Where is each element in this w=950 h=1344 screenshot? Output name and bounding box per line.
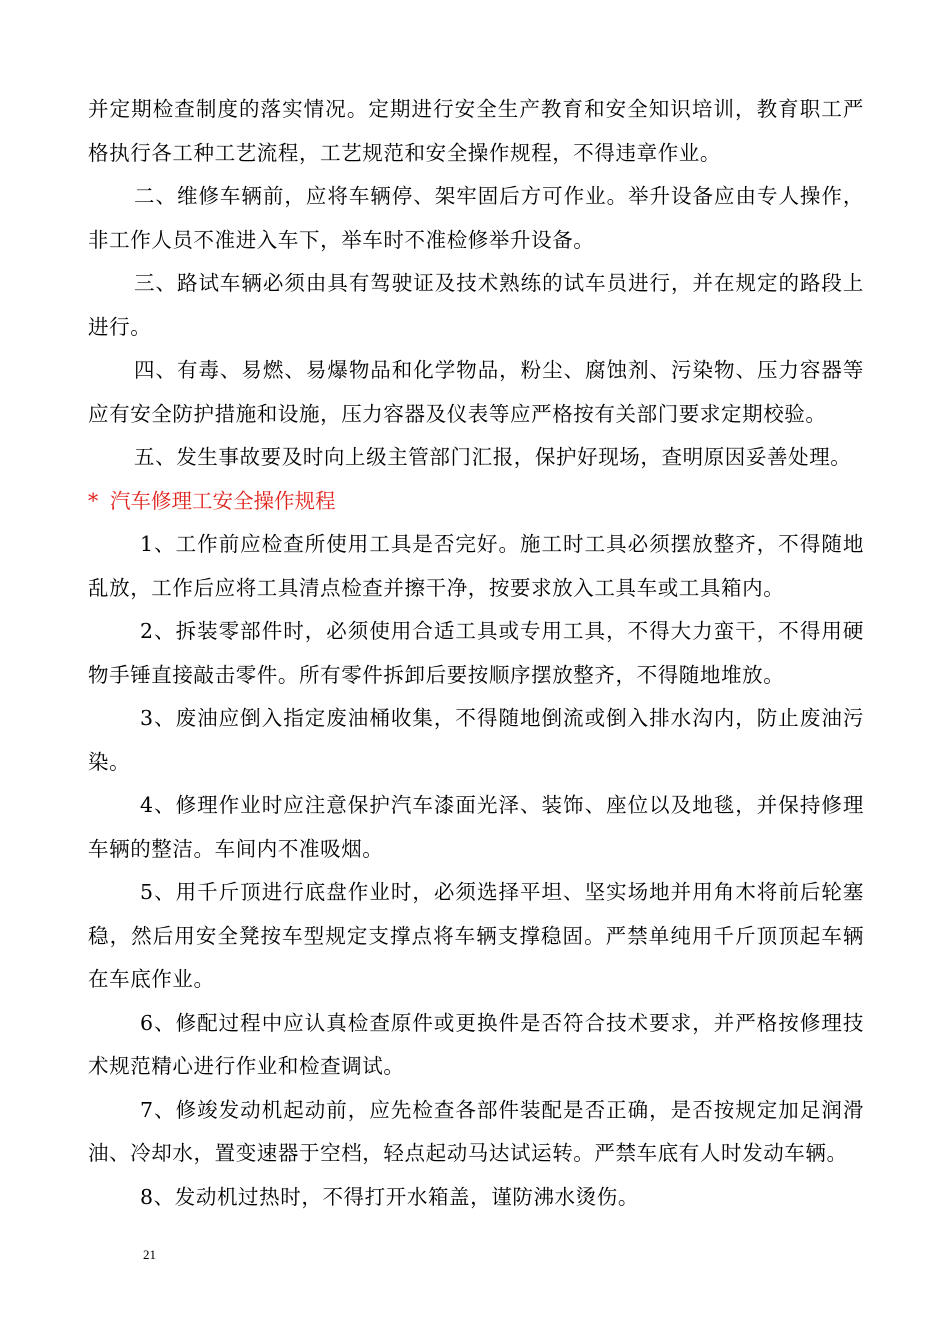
paragraph-item-6: 6、修配过程中应认真检查原件或更换件是否符合技术要求，并严格按修理技术规范精心进行作业和检查调试。: [88, 1010, 864, 1078]
section-heading: [88, 480, 864, 524]
paragraph-item-5: 5、用千斤顶进行底盘作业时，必须选择平坦、坚实场地并用角木将前后轮塞稳，然后用安全凳按车型规定支撑点将车辆支撑稳固。严禁单纯用千斤顶顶起车辆在车底作业。: [88, 880, 864, 991]
paragraph-rule-3: 三、路试车辆必须由具有驾驶证及技术熟练的试车员进行，并在规定的路段上进行。: [88, 271, 864, 339]
paragraph-item-4: 4、修理作业时应注意保护汽车漆面光泽、装饰、座位以及地毯，并保持修理车辆的整洁。车间内不准吸烟。: [88, 793, 864, 861]
paragraph-rule-2: 二、维修车辆前，应将车辆停、架牢固后方可作业。举升设备应由专人操作，非工作人员不准进入车下，举车时不准检修举升设备。: [88, 184, 864, 252]
paragraph-rule-4: 四、有毒、易燃、易爆物品和化学物品，粉尘、腐蚀剂、污染物、压力容器等应有安全防护措施和设施，压力容器及仪表等应严格按有关部门要求定期校验。: [88, 358, 864, 426]
paragraph-item-1: 1、工作前应检查所使用工具是否完好。施工时工具必须摆放整齐，不得随地乱放，工作后应将工具清点检查并擦干净，按要求放入工具车或工具箱内。: [88, 532, 864, 600]
paragraph-item-3: 3、废油应倒入指定废油桶收集，不得随地倒流或倒入排水沟内，防止废油污染。: [88, 706, 864, 774]
page-number: 21: [143, 1247, 156, 1262]
paragraph-rule-5: 五、发生事故要及时向上级主管部门汇报，保护好现场，查明原因妥善处理。: [134, 445, 852, 469]
section-title: 汽车修理工安全操作规程: [110, 488, 336, 513]
paragraph-item-2: 2、拆装零部件时，必须使用合适工具或专用工具，不得大力蛮干，不得用硬物手锤直接敲击零件。所有零件拆卸后要按顺序摆放整齐，不得随地堆放。: [88, 619, 864, 687]
paragraph-continuation: 并定期检查制度的落实情况。定期进行安全生产教育和安全知识培训，教育职工严格执行各工种工艺流程，工艺规范和安全操作规程，不得违章作业。: [88, 97, 864, 165]
paragraph-item-7: 7、修竣发动机起动前，应先检查各部件装配是否正确，是否按规定加足润滑油、冷却水，置变速器于空档，轻点起动马达试运转。严禁车底有人时发动车辆。: [88, 1097, 864, 1165]
document-body: [88, 88, 864, 1219]
section-marker: *: [88, 488, 99, 513]
paragraph-item-8: 8、发动机过热时，不得打开水箱盖，谨防沸水烫伤。: [140, 1184, 639, 1209]
